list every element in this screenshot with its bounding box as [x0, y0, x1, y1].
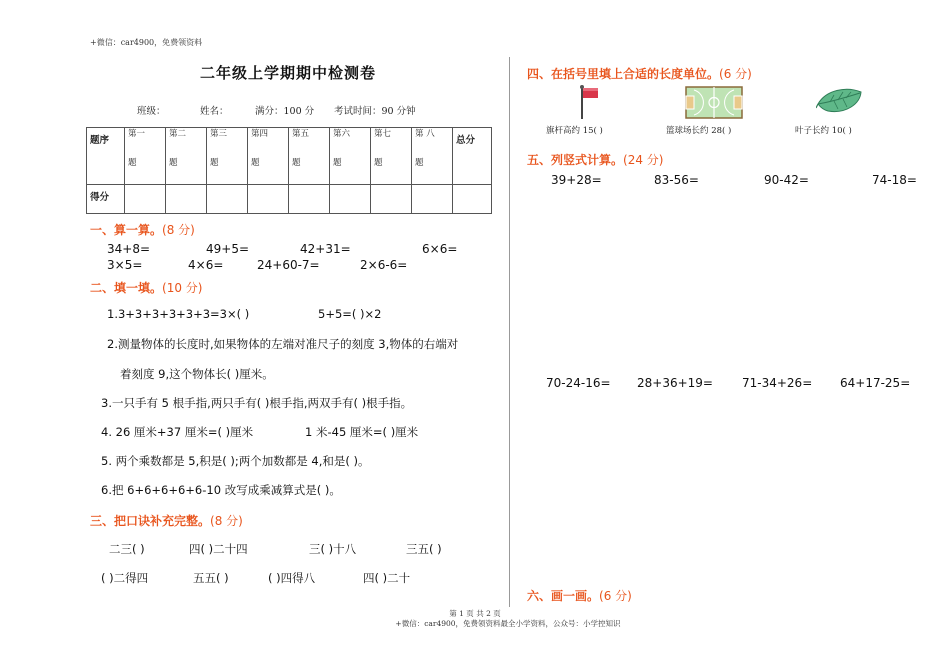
s5-problem: 83-56= — [654, 173, 699, 187]
section-6-heading: 六、画一画。(6 分) — [527, 589, 632, 603]
s2-question-1a: 1.3+3+3+3+3+3=3×( ) — [107, 307, 250, 321]
score-cell[interactable] — [412, 185, 453, 214]
s1-problem: 4×6= — [188, 258, 224, 272]
score-cell[interactable] — [330, 185, 371, 214]
column-q2: 第二 题 — [166, 128, 207, 185]
footer-note: +微信：car4900，免费领资料最全小学资料，公众号：小学控知识 — [395, 619, 621, 628]
s5-problem: 71-34+26= — [742, 376, 813, 390]
s2-question-4a: 4. 26 厘米+37 厘米=( )厘米 — [101, 425, 254, 439]
row-header-cell: 题序 — [87, 128, 125, 185]
class-label: 班级： — [137, 106, 166, 117]
s1-problem: 3×5= — [107, 258, 143, 272]
column-q6: 第六 题 — [330, 128, 371, 185]
basketball-court-icon — [685, 86, 743, 119]
score-cell[interactable] — [125, 185, 166, 214]
s2-question-2b: 着刻度 9,这个物体长( )厘米。 — [120, 367, 274, 381]
s3-rhyme: 三( )十八 — [309, 542, 357, 556]
score-cell[interactable] — [289, 185, 330, 214]
leaf-icon — [816, 86, 864, 116]
s5-problem: 28+36+19= — [637, 376, 713, 390]
column-q1: 第一 题 — [125, 128, 166, 185]
score-label-cell: 得分 — [87, 185, 125, 214]
section-4-heading: 四、在括号里填上合适的长度单位。(6 分) — [527, 67, 752, 81]
s2-question-5: 5. 两个乘数都是 5,积是( );两个加数都是 4,和是( )。 — [101, 454, 370, 468]
s4-item-court: 篮球场长约 28( ) — [666, 126, 732, 136]
page-title: 二年级上学期期中检测卷 — [200, 64, 377, 82]
s1-problem: 24+60-7= — [257, 258, 320, 272]
s2-question-2a: 2.测量物体的长度时,如果物体的左端对准尺子的刻度 3,物体的右端对 — [107, 337, 459, 351]
s3-rhyme: 二三( ) — [109, 542, 145, 556]
s3-rhyme: 五五( ) — [193, 571, 229, 585]
full-score: 满分：100 分 — [255, 106, 315, 117]
score-table-header-row — [87, 128, 492, 185]
section-3-heading: 三、把口诀补充完整。(8 分) — [90, 514, 243, 528]
score-cell[interactable] — [248, 185, 289, 214]
flag-icon — [578, 84, 604, 120]
column-q8: 第 八 题 — [412, 128, 453, 185]
s2-question-4b: 1 米-45 厘米=( )厘米 — [305, 425, 419, 439]
s5-problem: 64+17-25= — [840, 376, 911, 390]
s5-problem: 70-24-16= — [546, 376, 611, 390]
total-header-cell: 总分 — [453, 128, 492, 185]
column-divider — [509, 57, 510, 607]
s3-rhyme: 三五( ) — [406, 542, 442, 556]
s3-rhyme: 四( )二十 — [363, 571, 411, 585]
section-5-heading: 五、列竖式计算。(24 分) — [527, 153, 664, 167]
column-q3: 第三 题 — [207, 128, 248, 185]
section-1-heading: 一、算一算。(8 分) — [90, 223, 195, 237]
s3-rhyme: 四( )二十四 — [189, 542, 248, 556]
s1-problem: 42+31= — [300, 242, 351, 256]
page-number: 第 1 页 共 2 页 — [449, 609, 501, 618]
s5-problem: 74-18= — [872, 173, 917, 187]
s4-item-leaf: 叶子长约 10( ) — [795, 126, 852, 136]
s5-problem: 39+28= — [551, 173, 602, 187]
s4-item-flagpole: 旗杆高约 15( ) — [546, 126, 603, 136]
score-cell[interactable] — [207, 185, 248, 214]
score-cell[interactable] — [371, 185, 412, 214]
s1-problem: 49+5= — [206, 242, 250, 256]
score-table — [86, 127, 492, 214]
s2-question-1b: 5+5=( )×2 — [318, 307, 382, 321]
s1-problem: 34+8= — [107, 242, 151, 256]
header-note: +微信：car4900，免费领资料 — [90, 38, 203, 47]
exam-time: 考试时间：90 分钟 — [334, 106, 416, 117]
s3-rhyme: ( )四得八 — [268, 571, 316, 585]
s2-question-3: 3.一只手有 5 根手指,两只手有( )根手指,两双手有( )根手指。 — [101, 396, 413, 410]
column-q7: 第七 题 — [371, 128, 412, 185]
s2-question-6: 6.把 6+6+6+6+6-10 改写成乘减算式是( )。 — [101, 483, 341, 497]
column-q4: 第四 题 — [248, 128, 289, 185]
score-cell[interactable] — [453, 185, 492, 214]
section-2-heading: 二、填一填。(10 分) — [90, 281, 203, 295]
name-label: 姓名： — [200, 106, 229, 117]
score-cell[interactable] — [166, 185, 207, 214]
s3-rhyme: ( )二得四 — [101, 571, 149, 585]
column-q5: 第五 题 — [289, 128, 330, 185]
s5-problem: 90-42= — [764, 173, 809, 187]
s1-problem: 6×6= — [422, 242, 458, 256]
score-table-score-row — [87, 185, 492, 214]
s1-problem: 2×6-6= — [360, 258, 408, 272]
